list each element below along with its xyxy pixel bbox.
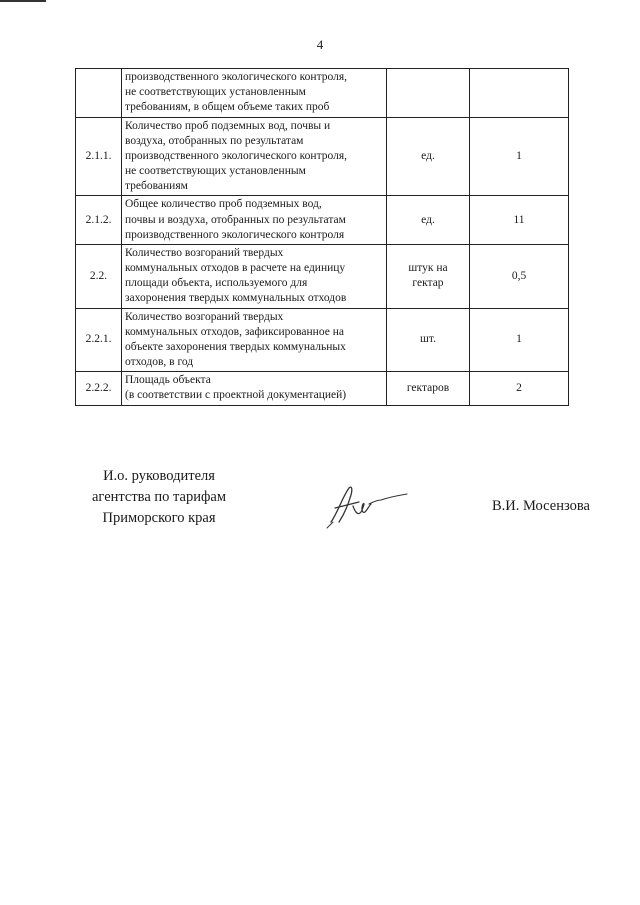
unit-cell [387,117,470,196]
description-line: требованиям [125,180,188,193]
value-cell: 2 [470,372,569,405]
description-line: не соответствующих установленным [125,165,306,178]
indicator-description-cell [122,117,387,196]
description-line: почвы и воздуха, отобранных по результатам [125,213,346,226]
unit-line: гектар [412,277,444,290]
description-line: не соответствующих установленным [125,86,306,99]
table-row [76,117,569,196]
unit-cell [387,372,470,405]
table-row [76,196,569,245]
description-line: Общее количество проб подземных вод, [125,198,322,211]
page-number: 4 [316,37,324,52]
description-line: коммунальных отходов, зафиксированное на [125,325,344,338]
table-row [76,244,569,308]
row-number-cell: 2.1.2. [76,196,122,245]
description-line: Площадь объекта [125,374,211,387]
indicator-description-cell [122,196,387,245]
description-line: Количество возгораний твердых [125,246,284,259]
unit-line: ед. [421,213,435,226]
value-cell: 0,5 [470,244,569,308]
unit-cell [387,244,470,308]
row-number-cell [76,69,122,118]
unit-cell [387,308,470,372]
row-number-cell: 2.1.1. [76,117,122,196]
indicators-table [75,68,569,406]
description-line: захоронения твердых коммунальных отходов [125,292,347,305]
unit-line: гектаров [406,381,450,394]
description-line: требованиям, в общем объеме таких проб [125,101,330,114]
value-cell: 1 [470,117,569,196]
value-cell: 1 [470,308,569,372]
signer-position-line: И.о. руководителя [103,468,215,484]
description-line: Количество проб подземных вод, почвы и [125,119,331,132]
value-cell: 11 [470,196,569,245]
description-line: объекте захоронения твердых коммунальных [125,340,346,353]
signer-position-line: Приморского края [102,510,216,527]
description-line: производственного экологического контроля, [125,149,347,162]
description-line: коммунальных отходов в расчете на единицу [125,262,346,275]
unit-line: шт. [420,333,436,346]
indicator-description-cell [122,69,387,118]
indicator-description-cell [122,308,387,372]
table-row [76,308,569,372]
unit-cell [387,69,470,118]
value-cell [470,69,569,118]
description-line: воздуха, отобранных по результатам [125,134,304,147]
unit-line: штук на [408,262,448,275]
table-row [76,372,569,405]
description-line: отходов, в год [125,356,194,369]
unit-cell [387,196,470,245]
signer-position [80,466,238,529]
signer-position-line: агентства по тарифам [92,489,226,506]
indicator-description-cell [122,244,387,308]
top-edge-rule [0,0,46,2]
signer-name: В.И. Мосензова [492,498,590,514]
unit-line: ед. [421,149,435,162]
row-number-cell: 2.2.1. [76,308,122,372]
description-line: (в соответствии с проектной документацией) [125,389,347,402]
indicator-description-cell [122,372,387,405]
description-line: Количество возгораний твердых [125,310,284,323]
table-row [76,69,569,118]
description-line: производственного экологического контроля [125,228,345,241]
handwritten-signature [325,482,411,530]
description-line: производственного экологического контроля, [125,71,347,83]
row-number-cell: 2.2.2. [76,372,122,405]
description-line: площади объекта, используемого для [125,277,308,290]
row-number-cell: 2.2. [76,244,122,308]
